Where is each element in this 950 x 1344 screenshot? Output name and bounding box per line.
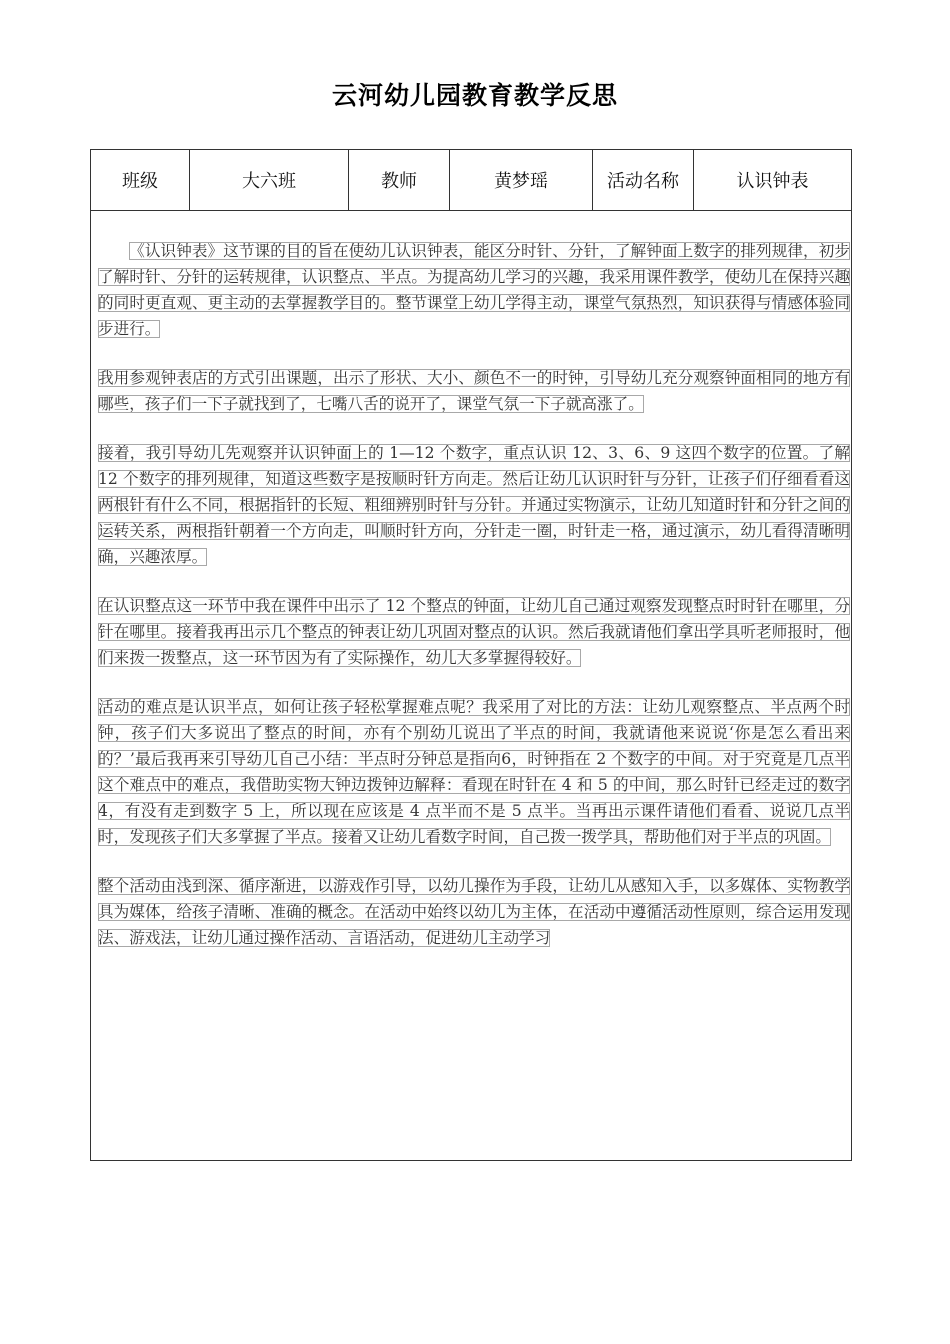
paragraph-text: 我用参观钟表店的方式引出课题，出示了形状、大小、颜色不一的时钟，引导幼儿充分观察钟面相同的地方有哪些，孩子们一下子就找到了，七嘴八舌的说开了，课堂气氛一下子就高涨了。 (98, 369, 850, 413)
paragraph-text: 整个活动由浅到深、循序渐进，以游戏作引导，以幼儿操作为手段，让幼儿从感知入手，以多媒体、实物教学具为媒体，给孩子清晰、准确的概念。在活动中始终以幼儿为主体，在活动中遵循活动性原则，综合运用发现法、游戏法，让幼儿通过操作活动、言语活动，促进幼儿主动学习 (98, 877, 850, 947)
reflection-content (98, 238, 850, 974)
activity-name-value: 认识钟表 (736, 171, 809, 192)
reflection-table (90, 149, 852, 1161)
paragraph-text: 在认识整点这一环节中我在课件中出示了 12 个整点的钟面，让幼儿自己通过观察发现整点时时针在哪里，分针在哪里。接着我再出示几个整点的钟表让幼儿巩固对整点的认识。然后我就请他们拿出学具听老师报时，他们来拨一拨整点，这一环节因为有了实际操作，幼儿大多掌握得较好。 (98, 597, 850, 667)
paragraph-intro (98, 238, 850, 342)
paragraph-text: 活动的难点是认识半点，如何让孩子轻松掌握难点呢？我采用了对比的方法：让幼儿观察整点、半点两个时钟，孩子们大多说出了整点的时间，亦有个别幼儿说出了半点的时间，我就请他来说说‘你是怎么看出来的？’最后我再来引导幼儿自己小结：半点时分钟总是指向6，时钟指在 2 个数字的中间。对于究竟是几点半这个难点中的难点，我借助实物大钟边拨钟边解释：看现在时针在 4 和 5 的中间，那么时针已经走过的数字 4，有没有走到数字 5 上，所以现在应该是 4 点半而不是 5 点半。当再出示课件请他们看看、说说几点半时，发现孩子们大多掌握了半点。接着又让幼儿看数字时间，自己拨一拨学具，帮助他们对于半点的巩固。 (98, 698, 850, 846)
paragraph-text: 接着，我引导幼儿先观察并认识钟面上的 1—12 个数字，重点认识 12、3、6、9 这四个数字的位置。了解 12 个数字的排列规律，知道这些数字是按顺时针方向走。然后让幼儿认识时针与分针，让孩子们仔细看看这两根针有什么不同，根据指针的长短、粗细辨别时针与分针。并通过实物演示，让幼儿知道时针和分针之间的运转关系，两根指针朝着一个方向走，叫顺时针方向，分针走一圈，时针走一格，通过演示，幼儿看得清晰明确，兴趣浓厚。 (98, 444, 850, 566)
paragraph-summary (98, 873, 850, 951)
class-value: 大六班 (190, 150, 349, 210)
info-header-row (91, 150, 851, 211)
paragraph-half-hour (98, 694, 850, 850)
paragraph-lead-in (98, 365, 850, 417)
paragraph-numbers-hands (98, 440, 850, 570)
paragraph-whole-hour (98, 593, 850, 671)
teacher-value: 黄梦瑶 (450, 150, 593, 210)
paragraph-text: 《认识钟表》这节课的目的旨在使幼儿认识钟表，能区分时针、分针，了解钟面上数字的排列规律，初步了解时针、分针的运转规律，认识整点、半点。为提高幼儿学习的兴趣，我采用课件教学，使幼儿在保持兴趣的同时更直观、更主动的去掌握教学目的。整节课堂上幼儿学得主动，课堂气氛热烈，知识获得与情感体验同步进行。 (98, 242, 850, 338)
page-title: 云河幼儿园教育教学反思 (331, 81, 618, 110)
teacher-label: 教师 (349, 150, 450, 210)
class-label: 班级 (91, 150, 190, 210)
activity-name-label: 活动名称 (593, 150, 694, 210)
